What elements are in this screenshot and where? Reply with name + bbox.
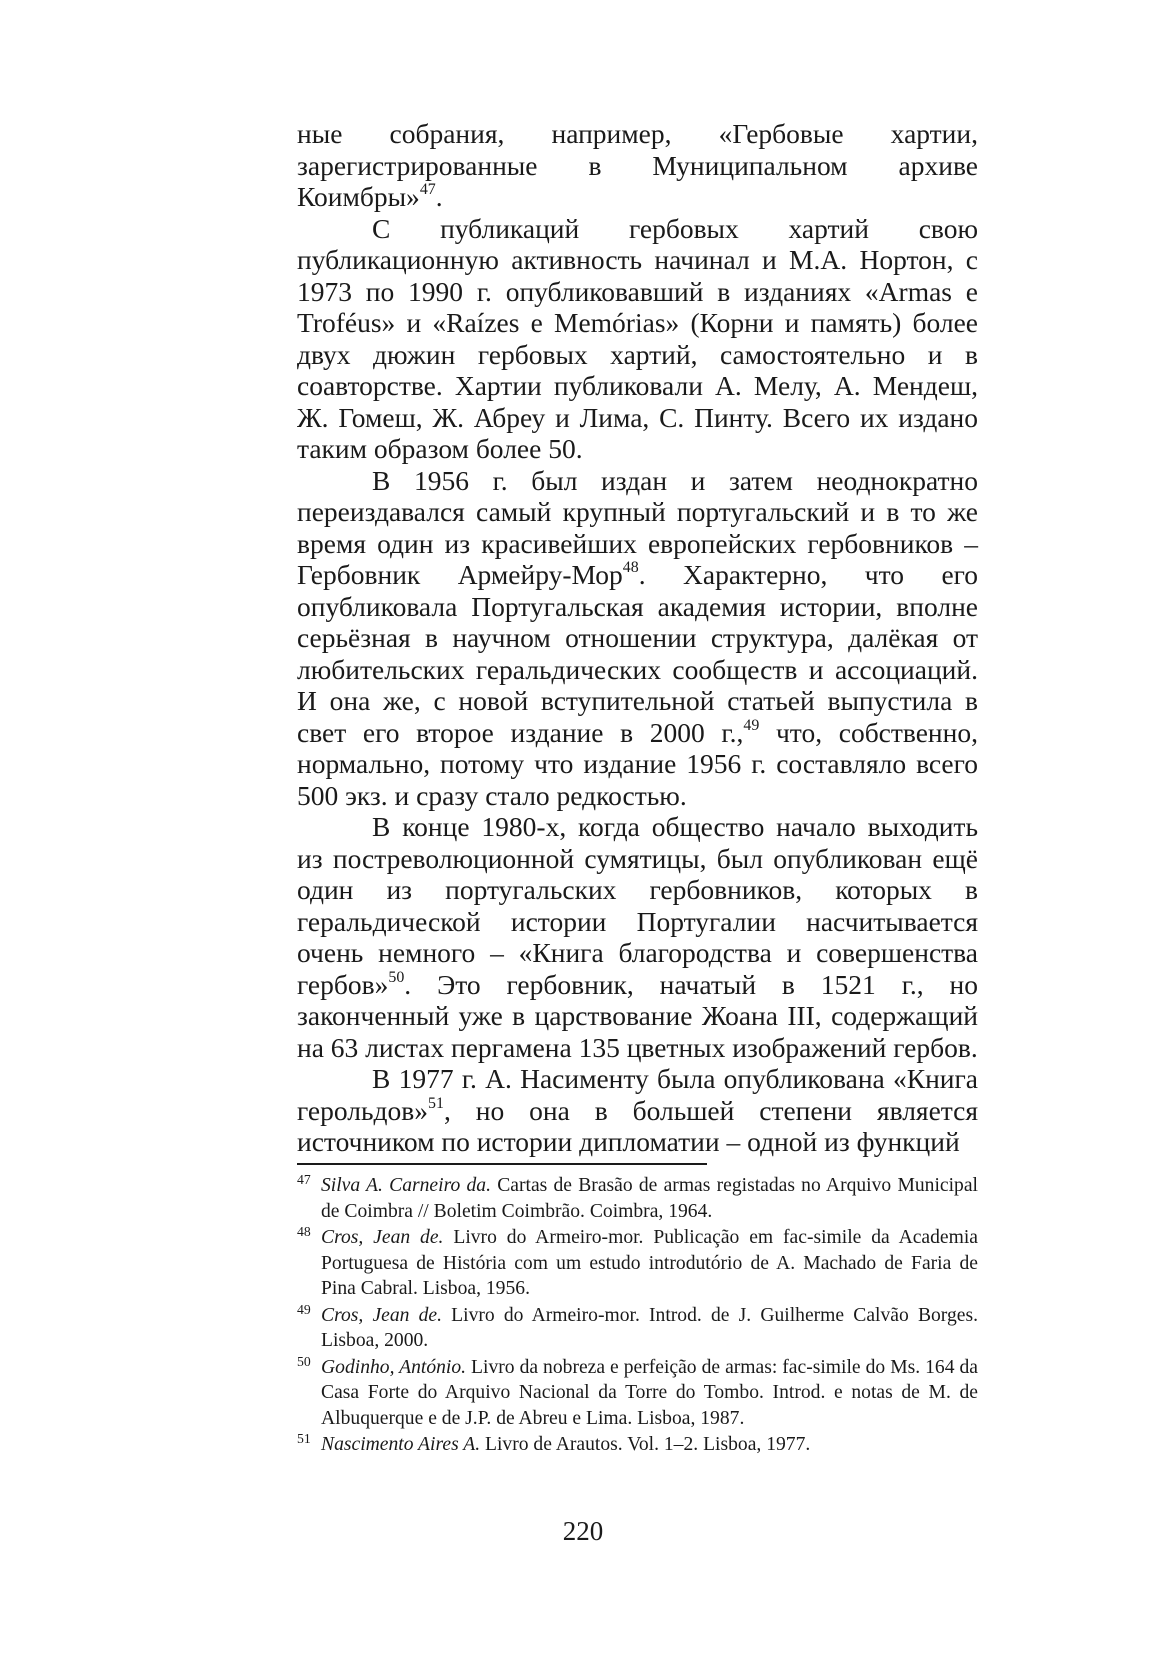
footnote-author: Cros, Jean de. — [321, 1227, 444, 1248]
page-number: 220 — [562, 1516, 604, 1546]
paragraph-text: С публикаций гербовых хартий свою публикационную активность начинал и М.А. Нортон, с 1973 по 1990 г. опубликовавший в изданиях «Armas e Troféus» и «Raízes e Memórias» (Корни и память) более двух дюжин гербовых хартий, самостоятельно и в соавторстве. Хартии публиковали А. Мелу, А. Мендеш, Ж. Гомеш, Ж. Абреу и Лима, С. Пинту. Всего их издано таким образом более 50. — [297, 212, 978, 464]
footnote-reference: 48 — [622, 559, 639, 577]
paragraph-text: В 1977 г. А. Насименту была опубликована «Книга герольдов» — [297, 1063, 978, 1126]
paragraph-text: . Характерно, что его опубликовала Португальская академия истории, вполне серьёзная в научном отношении структура, далёкая от любительских геральдических сообществ и ассоциаций. И она же, с новой вступительной статьей выпустила в свет его второе издание в 2000 г., — [297, 559, 978, 748]
footnote: 49 Cros, Jean de. Livro do Armeiro-mor. Introd. de J. Guilherme Calvão Borges. Lisboa, 2000. — [297, 1301, 978, 1351]
footnote-text: Livro da nobreza e perfeição de armas: fac-simile do Ms. 164 da Casa Forte do Arquivo Nacional da Torre do Tombo. Introd. e notas de M. de Albuquerque e de J.P. de Abreu e Lima. Lisboa, 1987. — [321, 1356, 978, 1429]
footnotes — [297, 1173, 978, 1459]
footnote-reference: 47 — [419, 181, 436, 199]
footnote-author: Silva A. Carneiro da. — [321, 1175, 491, 1196]
paragraph — [297, 1063, 978, 1158]
paragraph-text: В 1956 г. был издан и затем неоднократно переиздавался самый крупный португальский и в то же время один из красивейших европейских гербовников – Гербовник Армейру-Мор — [297, 464, 978, 590]
body-text — [297, 118, 978, 1158]
paragraph — [297, 118, 978, 213]
paragraph-text: . — [435, 181, 443, 212]
paragraph — [297, 213, 978, 465]
footnote: 50 Godinho, António. Livro da nobreza e perfeição de armas: fac-simile do Ms. 164 da Casa Forte do Arquivo Nacional da Torre do Tombo. Introd. e notas de M. de Albuquerque e de J.P. de Abreu e Lima. Lisboa, 1987. — [297, 1353, 978, 1429]
paragraph-text: . Это гербовник, начатый в 1521 г., но законченный уже в царствование Жоана III, содержащий на 63 листах пергамена 135 цветных изображений гербов. — [297, 968, 978, 1063]
footnote-author: Cros, Jean de. — [321, 1304, 443, 1326]
footnote-reference: 49 — [743, 716, 760, 734]
footnote-author: Nascimento Aires A. — [321, 1434, 481, 1455]
footnote-reference: 50 — [388, 968, 405, 986]
paragraph-text: , но она в большей степени является источником по истории дипломатии – одной из функций — [297, 1094, 978, 1157]
footnote: 51 Nascimento Aires A. Livro de Arautos. Vol. 1–2. Lisboa, 1977. — [297, 1431, 811, 1455]
footnote-reference: 51 — [428, 1094, 444, 1112]
footnote: 48 Cros, Jean de. Livro do Armeiro-mor. Publicação em fac-simile da Academia Portuguesa de História com um estudo introdutório de A. Machado de Faria de Pina Cabral. Lisboa, 1956. — [297, 1224, 978, 1299]
paragraph-text: В конце 1980-х, когда общество начало выходить из постреволюционной сумятицы, был опубликован ещё один из португальских гербовников, которых в геральдической истории Португалии насчитывается очень немного – «Книга благородства и совершенства гербов» — [297, 811, 978, 1000]
footnote-text: Cartas de Brasão de armas registadas no Arquivo Municipal de Coimbra // Boletim Coimbrão. Coimbra, 1964. — [321, 1175, 978, 1222]
paragraph-text: что, собственно, нормально, потому что издание 1956 г. составляло всего 500 экз. и сразу стало редкостью. — [297, 716, 978, 811]
footnote-author: Godinho, António. — [321, 1356, 467, 1378]
footnote-text: Livro do Armeiro-mor. Publicação em fac-simile da Academia Portuguesa de História com um estudo introdutório de A. Machado de Faria de Pina Cabral. Lisboa, 1956. — [321, 1227, 978, 1299]
paragraph-text: ные собрания, например, «Гербовые хартии, зарегистрированные в Муниципальном архиве Коимбры» — [297, 118, 978, 212]
footnote-separator — [297, 1163, 707, 1165]
paragraph — [297, 465, 978, 812]
footnote: 47 Silva A. Carneiro da. Cartas de Brasão de armas registadas no Arquivo Municipal de Coimbra // Boletim Coimbrão. Coimbra, 1964. — [297, 1172, 978, 1222]
footnote-text: Livro de Arautos. Vol. 1–2. Lisboa, 1977. — [480, 1434, 811, 1455]
footnote-text: Livro do Armeiro-mor. Introd. de J. Guilherme Calvão Borges. Lisboa, 2000. — [321, 1304, 978, 1351]
paragraph — [297, 811, 978, 1063]
